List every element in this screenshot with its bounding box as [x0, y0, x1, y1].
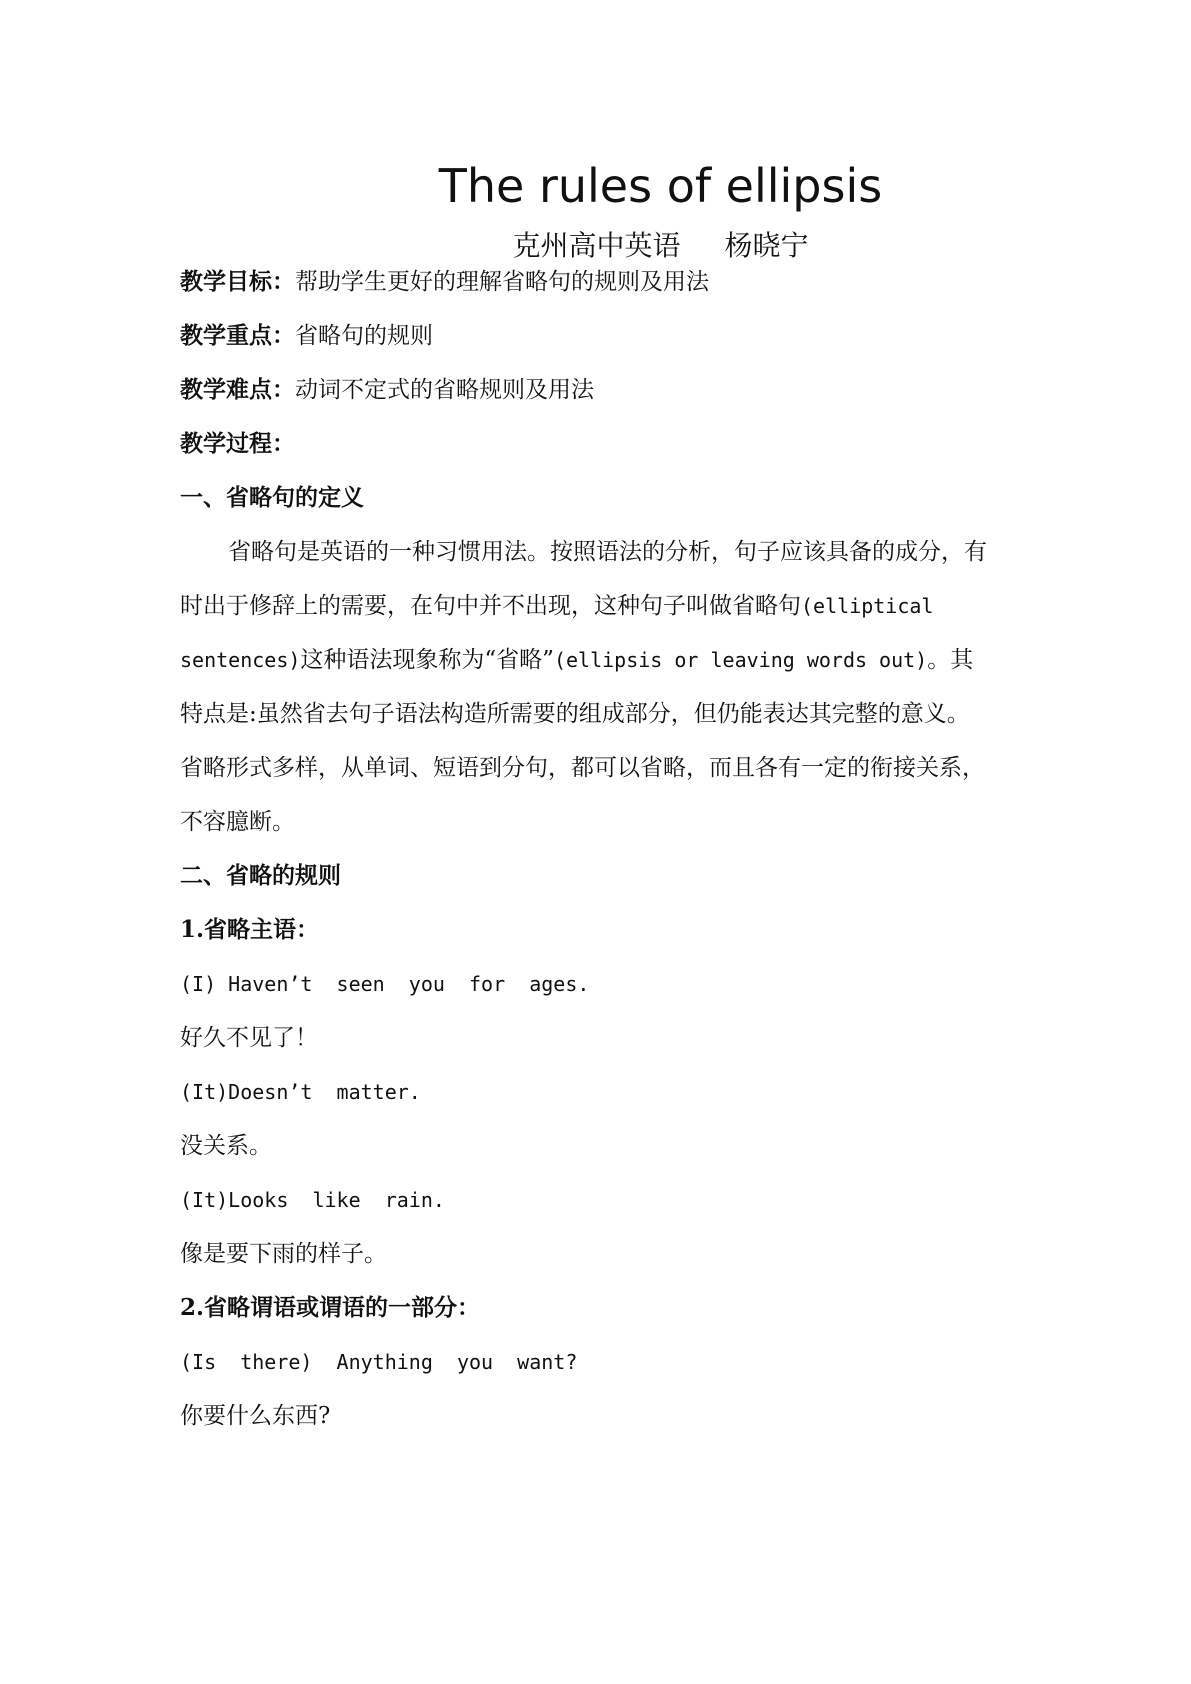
author-name: 杨晓宁: [724, 229, 809, 262]
teaching-goal-label: 教学目标：: [180, 268, 295, 295]
section1-para-line4: 特点是:虽然省去句子语法构造所需要的组成部分，但仍能表达其完整的意义。: [180, 701, 970, 727]
section1-para-line5: 省略形式多样，从单词、短语到分句，都可以省略，而且各有一定的衔接关系，: [180, 755, 985, 781]
para-line3-en1: sentences): [180, 648, 301, 672]
rule1-example1-cn: 好久不见了！: [180, 1025, 318, 1051]
section1-heading: 一、省略句的定义: [180, 484, 364, 511]
para-line3-en2: (ellipsis or leaving words out): [553, 648, 928, 672]
teaching-difficulty-text: 动词不定式的省略规则及用法: [295, 377, 594, 403]
teaching-focus: [180, 318, 1030, 354]
section2-heading: 二、省略的规则: [180, 862, 341, 889]
document-subtitle: [0, 226, 1191, 266]
rule1-heading: 1.省略主语：: [180, 916, 320, 943]
school-name: 克州高中英语: [512, 229, 681, 262]
section1-para-line3: [180, 642, 1030, 678]
para-line2-en: (elliptical: [801, 594, 934, 618]
rule1-example1-en: (I) Haven’t seen you for ages.: [180, 972, 590, 996]
rule1-example3-en: (It)Looks like rain.: [180, 1188, 445, 1212]
para-line2-cn: 时出于修辞上的需要，在句中并不出现，这种句子叫做省略句: [180, 593, 801, 619]
teaching-difficulty: [180, 372, 1030, 408]
rule1-example2-cn: 没关系。: [180, 1133, 272, 1159]
teaching-goal-text: 帮助学生更好的理解省略句的规则及用法: [295, 269, 709, 295]
section1-para-line1: 省略句是英语的一种习惯用法。按照语法的分析，句子应该具备的成分，有: [228, 539, 987, 565]
rule2-example1-en: (Is there) Anything you want?: [180, 1350, 578, 1374]
para-line3-cn1: 这种语法现象称为“省略”: [300, 647, 554, 673]
rule1-example3-cn: 像是要下雨的样子。: [180, 1241, 387, 1267]
section1-para-line2: [180, 588, 1030, 624]
rule1-example2-en: (It)Doesn’t matter.: [180, 1080, 421, 1104]
rule2-heading: 2.省略谓语或谓语的一部分：: [180, 1294, 481, 1321]
teaching-goal: [180, 264, 1030, 300]
rule2-example1-cn: 你要什么东西?: [180, 1403, 331, 1429]
teaching-process-label: 教学过程：: [180, 430, 295, 457]
teaching-focus-text: 省略句的规则: [295, 323, 433, 349]
document-title: The rules of ellipsis: [438, 159, 883, 213]
para-line3-cn2: 。其: [927, 647, 974, 673]
teaching-difficulty-label: 教学难点：: [180, 376, 295, 403]
section1-para-line6: 不容臆断。: [180, 809, 295, 835]
teaching-focus-label: 教学重点：: [180, 322, 295, 349]
